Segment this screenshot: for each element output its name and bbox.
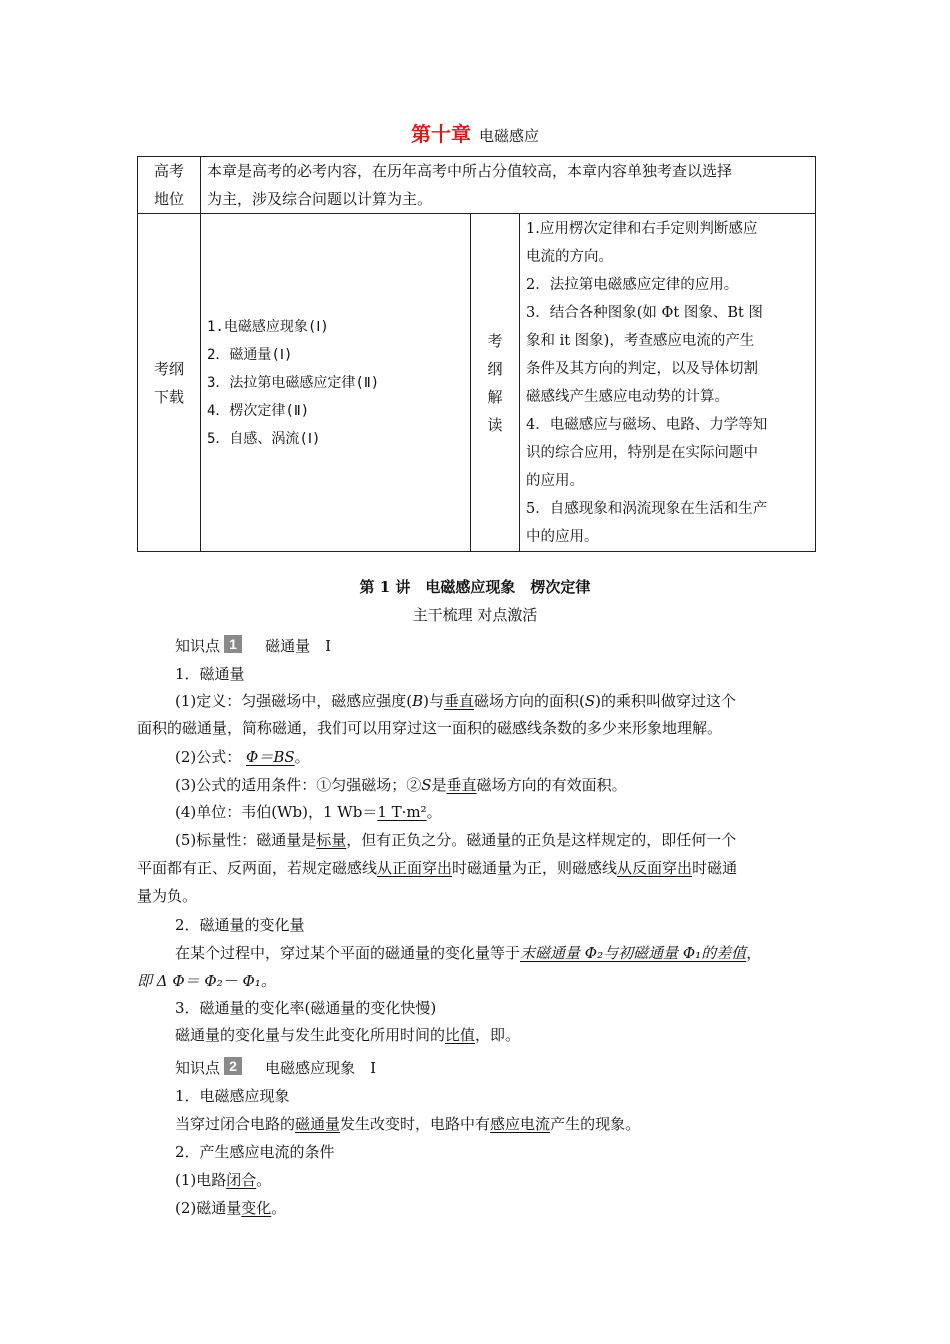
section-heading: 1．电磁感应现象 <box>175 1087 290 1105</box>
chapter-outline-table <box>137 156 816 552</box>
row-header-interpretation: 考 纲 解 读 <box>471 214 520 552</box>
lesson-title: 第 1 讲 电磁感应现象 楞次定律 <box>359 578 591 596</box>
knowledge-point-2-heading: 知识点 2 电磁感应现象 Ⅰ <box>175 1058 377 1077</box>
definition-line-2: 面积的磁通量，简称磁通，我们可以用穿过这一面积的磁感线条数的多少来形象地理解。 <box>137 719 723 737</box>
chapter-name: 电磁感应 <box>478 127 539 145</box>
section-heading: 1．磁通量 <box>175 665 245 683</box>
table-row <box>138 157 816 214</box>
formula-line: (2)公式： Φ＝BS。 <box>175 748 310 766</box>
knowledge-point-1-heading: 知识点 1 磁通量 Ⅰ <box>175 636 332 655</box>
interpretation-list: 1.应用楞次定律和右手定则判断感应 电流的方向。 2．法拉第电磁感应定律的应用。 3．结合各种图象(如 Φt 图象、Bt 图 象和 it 图象)，考查感应电流的产生 条件及其方向的判定，以及导体切割 磁感线产生感应电动势的计算。 4．电磁感应与磁场、电路、力学等知 识的综合应用，特别是在实际问题中 的应用。 5．自感现象和涡流现象在生活和生产 中的应用。 <box>520 214 816 552</box>
list-item: 4．楞次定律(Ⅱ) <box>207 402 310 419</box>
change-line-2: 即 Δ Φ＝ Φ₂－ Φ₁。 <box>137 972 276 990</box>
list-item: 3．法拉第电磁感应定律(Ⅱ) <box>207 374 380 391</box>
chapter-title <box>0 122 950 148</box>
list-item: 1.电磁感应现象(Ⅰ) <box>207 318 329 335</box>
number-badge: 2 <box>224 1057 242 1075</box>
definition-line: (1)定义：匀强磁场中，磁感应强度(B)与垂直磁场方向的面积(S)的乘积叫做穿过这个 <box>175 692 737 710</box>
table-row <box>138 214 816 552</box>
condition-item-1: (1)电路闭合。 <box>175 1171 272 1189</box>
section-heading: 2．产生感应电流的条件 <box>175 1143 335 1161</box>
induction-line: 当穿过闭合电路的磁通量发生改变时，电路中有感应电流产生的现象。 <box>175 1115 641 1133</box>
row-header-gaokao: 高考 地位 <box>138 157 201 214</box>
unit-line: (4)单位：韦伯(Wb)，1 Wb＝1 T·m²。 <box>175 803 442 821</box>
lesson-subtitle: 主干梳理 对点激活 <box>412 606 538 624</box>
list-item: 5．自感、涡流(Ⅰ) <box>207 430 321 447</box>
gaokao-content: 本章是高考的必考内容，在历年高考中所占分值较高，本章内容单独考查以选择 为主，涉及综合问题以计算为主。 <box>201 157 816 214</box>
rate-line: 磁通量的变化量与发生此变化所用时间的比值，即。 <box>175 1026 521 1044</box>
change-line: 在某个过程中，穿过某个平面的磁通量的变化量等于末磁通量 Φ₂与初磁通量 Φ₁的差值， <box>175 944 762 962</box>
scalar-line-2: 平面都有正、反两面，若规定磁感线从正面穿出时磁通量为正，则磁感线从反面穿出时磁通 <box>137 859 738 877</box>
chapter-number: 第十章 <box>410 122 471 146</box>
row-header-syllabus: 考纲 下载 <box>138 214 201 552</box>
condition-line: (3)公式的适用条件：①匀强磁场；②S是垂直磁场方向的有效面积。 <box>175 776 627 794</box>
scalar-line-3: 量为负。 <box>137 887 198 905</box>
list-item: 2．磁通量(Ⅰ) <box>207 346 293 363</box>
syllabus-list <box>201 214 471 552</box>
section-heading: 3．磁通量的变化率(磁通量的变化快慢) <box>175 999 437 1017</box>
number-badge: 1 <box>224 635 242 653</box>
scalar-line: (5)标量性：磁通量是标量，但有正负之分。磁通量的正负是这样规定的，即任何一个 <box>175 831 737 849</box>
section-heading: 2．磁通量的变化量 <box>175 916 305 934</box>
condition-item-2: (2)磁通量变化。 <box>175 1199 287 1217</box>
